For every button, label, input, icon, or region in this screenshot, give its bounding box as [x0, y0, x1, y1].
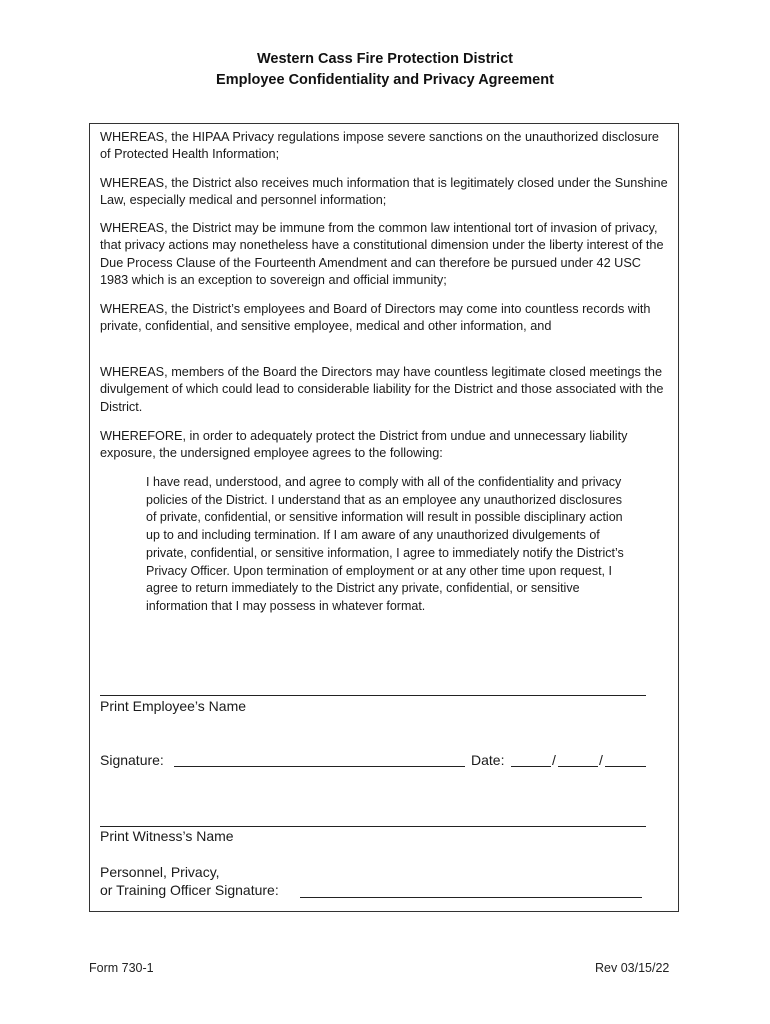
- date-separator: /: [552, 752, 556, 768]
- clause-board-meetings: WHEREAS, members of the Board the Directors may have countless legitimate closed meetings the divulgement of which could lead to considerable liability for the District and those associated with the District.: [100, 365, 664, 414]
- agreement-box: [89, 123, 679, 912]
- employee-name-label: Print Employee’s Name: [100, 698, 247, 714]
- form-number: Form 730-1: [89, 961, 154, 975]
- witness-name-label: Print Witness’s Name: [100, 828, 234, 844]
- date-label: Date:: [471, 752, 505, 768]
- clause-wherefore: WHEREFORE, in order to adequately protect the District from undue and unnecessary liability exposure, the undersigned employee agrees to the following:: [100, 429, 628, 461]
- revision-date: Rev 03/15/22: [595, 961, 670, 975]
- signature-label: Signature:: [100, 752, 164, 768]
- date-month-line[interactable]: [511, 766, 551, 767]
- employee-name-line[interactable]: [100, 695, 646, 696]
- document-header: [0, 49, 770, 91]
- date-separator: /: [599, 752, 603, 768]
- employee-signature-line[interactable]: [174, 766, 465, 767]
- date-year-line[interactable]: [605, 766, 646, 767]
- clause-hipaa: WHEREAS, the HIPAA Privacy regulations impose severe sanctions on the unauthorized disclosure of Protected Health Information;: [100, 130, 659, 162]
- officer-label-line2: or Training Officer Signature:: [100, 882, 279, 898]
- district-title: Western Cass Fire Protection District: [257, 51, 513, 67]
- officer-signature-line[interactable]: [300, 897, 642, 898]
- clause-employees-records: WHEREAS, the District’s employees and Board of Directors may come into countless records with private, confidential, and sensitive employee, medical and other information, and: [100, 302, 651, 334]
- clause-sunshine-law: WHEREAS, the District also receives much information that is legitimately closed under the Sunshine Law, especially medical and personnel information;: [100, 176, 668, 208]
- clause-immunity: WHEREAS, the District may be immune from the common law intentional tort of invasion of privacy, that privacy actions may nonetheless have a constitutional dimension under the liberty interest of the Due Process Clause of the Fourteenth Amendment and can therefore be pursued under 42 USC 1983 which is an exception to sovereign and official immunity;: [100, 221, 664, 288]
- agreement-statement: I have read, understood, and agree to comply with all of the confidentiality and privacy policies of the District. I understand that as an employee any unauthorized disclosures of private, confidential, or sensitive information will result in possible disciplinary action up to and including termination. If I am aware of any unauthorized divulgements of private, confidential, or sensitive information, I agree to immediately notify the District’s Privacy Officer. Upon termination of employment or at any other time upon request, I agree to return immediately to the District any private, confidential, or sensitive information that I may possess in whatever format.: [146, 475, 624, 613]
- agreement-title: Employee Confidentiality and Privacy Agreement: [216, 72, 554, 88]
- officer-label-line1: Personnel, Privacy,: [100, 864, 220, 880]
- date-day-line[interactable]: [558, 766, 598, 767]
